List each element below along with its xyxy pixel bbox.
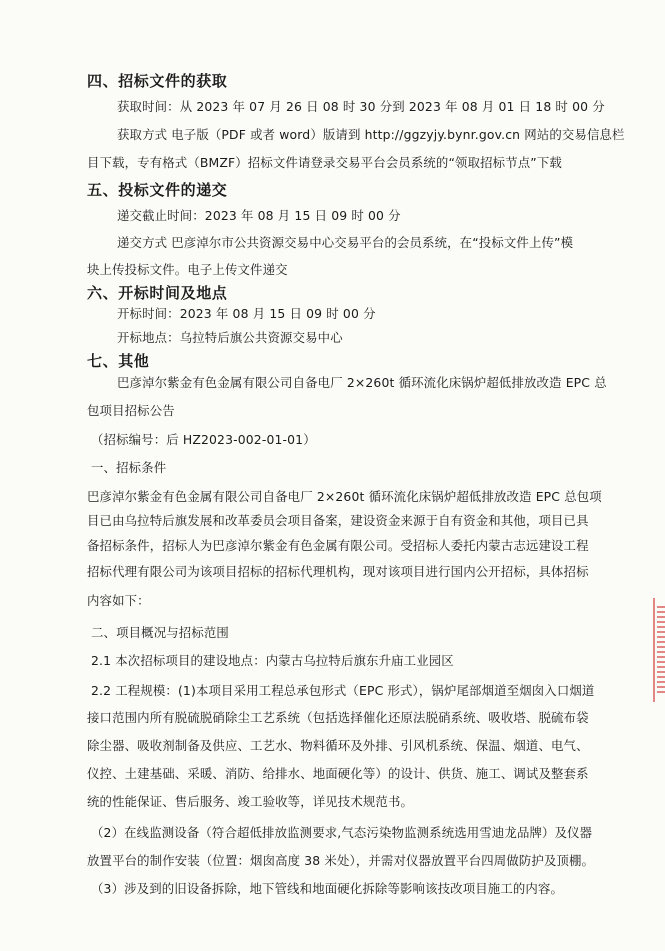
subheading-tender-conditions: 一、招标条件 — [91, 460, 167, 475]
section-5-method-line-2: 块上传投标文件。电子上传文件递交 — [87, 262, 288, 277]
paragraph-line: （3）涉及到的旧设备拆除，地下管线和地面硬化拆除等影响该技改项目施工的内容。 — [91, 881, 564, 896]
paragraph-line: 放置平台的制作安装（位置：烟囱高度 38 米处），并需对仪器放置平台四周做防护及顶棚。 — [87, 853, 595, 868]
section-4-method-line-1: 获取方式 电子版（PDF 或者 word）版请到 http://ggzyjy.bynr.gov.cn 网站的交易信息栏 — [117, 127, 625, 142]
paragraph-line: 巴彦淖尔紫金有色金属有限公司自备电厂 2×260t 循环流化床锅炉超低排放改造 EPC 总包项 — [87, 489, 602, 504]
section-4-heading: 四、招标文件的获取 — [87, 72, 228, 90]
section-6-place: 开标地点：乌拉特后旗公共资源交易中心 — [117, 330, 343, 345]
subheading-project-overview: 二、项目概况与招标范围 — [91, 625, 229, 640]
paragraph-line: 2.1 本次招标项目的建设地点：内蒙古乌拉特后旗东升庙工业园区 — [91, 653, 454, 668]
paragraph-line: 包项目招标公告 — [87, 403, 175, 418]
section-4-time: 获取时间：从 2023 年 07 月 26 日 08 时 30 分到 2023 年 08 月 01 日 18 时 00 分 — [117, 99, 605, 114]
paragraph-line: 目已由乌拉特后旗发展和改革委员会项目备案，建设资金来源于自有资金和其他，项目已具 — [87, 513, 589, 528]
paragraph-line: 仪控、土建基础、采暖、消防、给排水、地面硬化等）的设计、供货、施工、调试及整套系 — [87, 766, 589, 781]
paragraph-line: 接口范围内所有脱硫脱硝除尘工艺系统（包括选择催化还原法脱硝系统、吸收塔、脱硫布袋 — [87, 710, 589, 725]
section-5-heading: 五、投标文件的递交 — [87, 181, 228, 199]
paragraph-line: 2.2 工程规模：(1)本项目采用工程总承包形式（EPC 形式），锅炉尾部烟道至烟囱入口烟道 — [91, 683, 595, 698]
paragraph-line: （2）在线监测设备（符合超低排放监测要求,气态污染物监测系统选用雪迪龙品牌）及仪器 — [91, 825, 593, 840]
paragraph-line: 统的性能保证、售后服务、竣工验收等，详见技术规范书。 — [87, 794, 414, 809]
paragraph-line: 备招标条件，招标人为巴彦淖尔紫金有色金属有限公司。受招标人委托内蒙古志远建设工程 — [87, 538, 589, 553]
paragraph-line: 内容如下： — [87, 593, 150, 608]
section-6-heading: 六、开标时间及地点 — [87, 284, 228, 302]
section-7-heading: 七、其他 — [87, 352, 150, 370]
section-5-method-line-1: 递交方式 巴彦淖尔市公共资源交易中心交易平台的会员系统，在“投标文件上传”模 — [117, 235, 574, 250]
seal-stamp-fragment — [653, 598, 665, 702]
tender-number: （招标编号：后 HZ2023-002-01-01） — [91, 432, 316, 447]
paragraph-line: 招标代理有限公司为该项目招标的招标代理机构，现对该项目进行国内公开招标，具体招标 — [87, 564, 589, 579]
paragraph-line: 除尘器、吸收剂制备及供应、工艺水、物料循环及外排、引风机系统、保温、烟道、电气、 — [87, 738, 589, 753]
section-5-deadline: 递交截止时间：2023 年 08 月 15 日 09 时 00 分 — [117, 208, 401, 223]
section-6-time: 开标时间：2023 年 08 月 15 日 09 时 00 分 — [117, 306, 376, 321]
paragraph-line: 巴彦淖尔紫金有色金属有限公司自备电厂 2×260t 循环流化床锅炉超低排放改造 EPC 总 — [117, 375, 607, 390]
section-4-method-line-2: 目下载，专有格式（BMZF）招标文件请登录交易平台会员系统的“领取招标节点”下载 — [87, 155, 562, 170]
